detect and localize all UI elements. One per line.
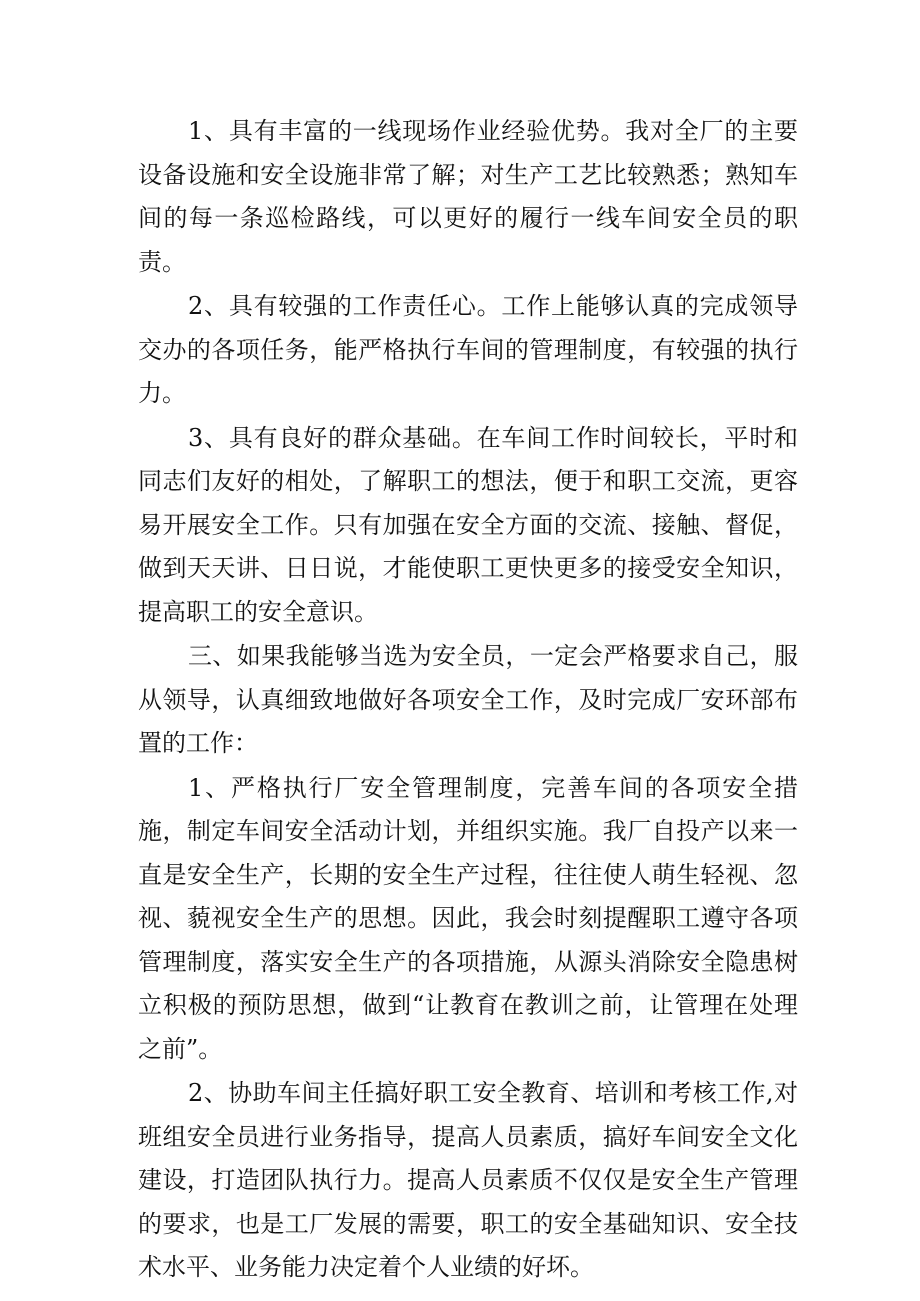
paragraph-strength-experience: 1、具有丰富的一线现场作业经验优势。我对全厂的主要设备设施和安全设施非常了解；对生产工艺比较熟悉；熟知车间的每一条巡检路线，可以更好的履行一线车间安全员的职责。 [138, 117, 798, 276]
paragraph-plan-training: 2、协助车间主任搞好职工安全教育、培训和考核工作,对班组安全员进行业务指导，提高人员素质，搞好车间安全文化建设，打造团队执行力。提高人员素质不仅仅是安全生产管理的要求，也是工厂发展的需要，职工的安全基础知识、安全技术水平、业务能力决定着个人业绩的好坏。 [138, 1079, 798, 1281]
paragraph-strength-relations: 3、具有良好的群众基础。在车间工作时间较长，平时和同志们友好的相处，了解职工的想法，便于和职工交流，更容易开展安全工作。只有加强在安全方面的交流、接触、督促，做到天天讲、日日说，才能使职工更快更多的接受安全知识，提高职工的安全意识。 [138, 423, 798, 626]
document-body [138, 110, 798, 1291]
paragraph-section-three: 三、如果我能够当选为安全员，一定会严格要求自己，服从领导，认真细致地做好各项安全工作，及时完成厂安环部布置的工作： [138, 642, 798, 757]
paragraph-plan-management: 1、严格执行厂安全管理制度，完善车间的各项安全措施，制定车间安全活动计划，并组织实施。我厂自投产以来一直是安全生产，长期的安全生产过程，往往使人萌生轻视、忽视、藐视安全生产的思想。因此，我会时刻提醒职工遵守各项管理制度，落实安全生产的各项措施，从源头消除安全隐患树立积极的预防思想，做到“让教育在教训之前，让管理在处理之前”。 [138, 773, 798, 1063]
paragraph-strength-responsibility: 2、具有较强的工作责任心。工作上能够认真的完成领导交办的各项任务，能严格执行车间的管理制度，有较强的执行力。 [138, 292, 798, 407]
